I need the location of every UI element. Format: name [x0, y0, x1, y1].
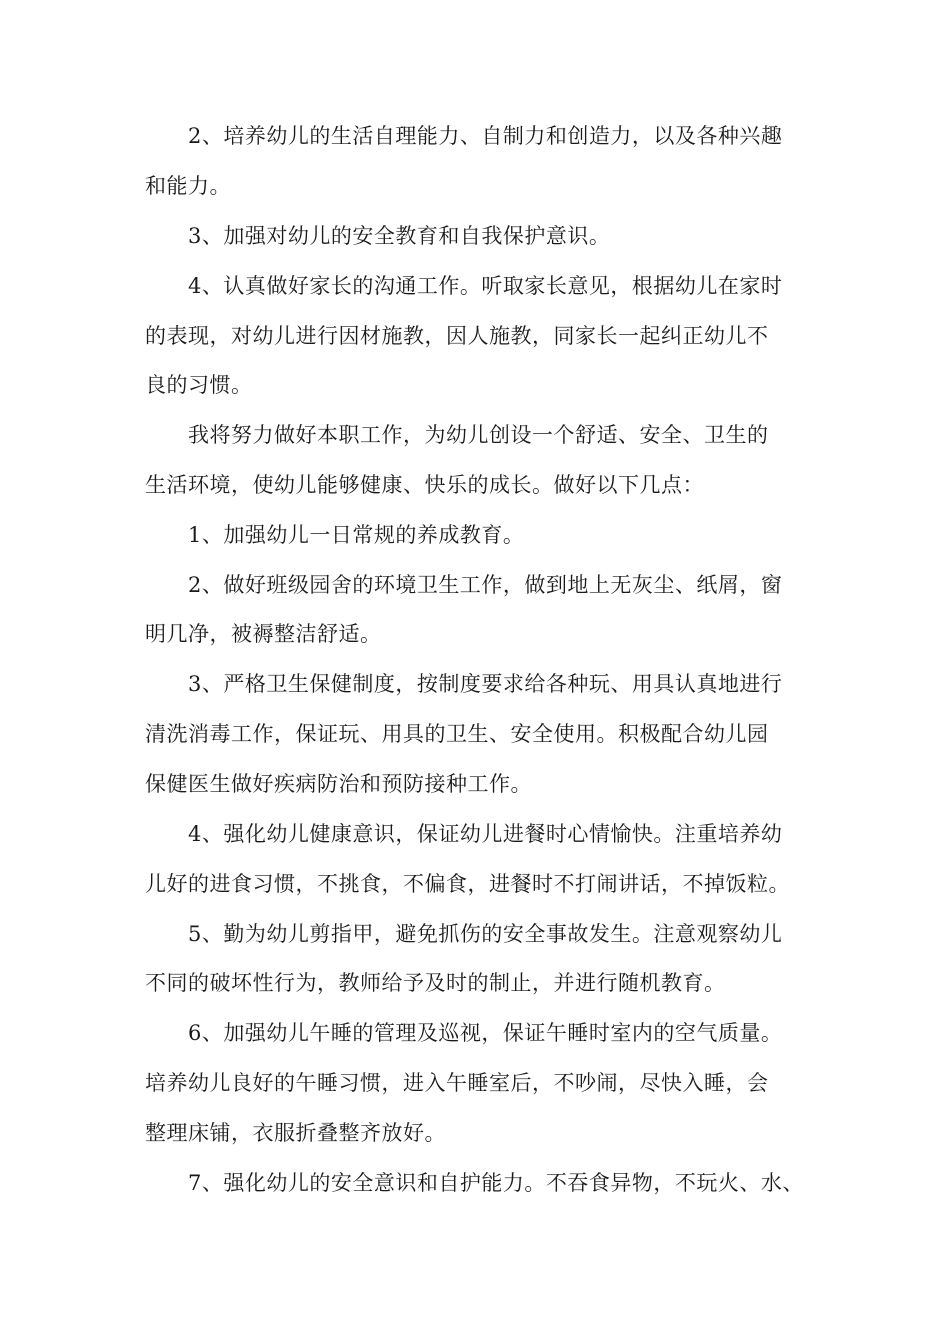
text-line: 明几净，被褥整洁舒适。 [145, 622, 382, 646]
text-line: 良的习惯。 [145, 373, 253, 397]
text-line: 生活环境，使幼儿能够健康、快乐的成长。做好以下几点： [145, 473, 704, 497]
text-line: 2、培养幼儿的生活自理能力、自制力和创造力，以及各种兴趣 [188, 124, 783, 148]
text-line: 清洗消毒工作，保证玩、用具的卫生、安全使用。积极配合幼儿园 [145, 722, 769, 746]
text-line: 我将努力做好本职工作，为幼儿创设一个舒适、安全、卫生的 [188, 423, 769, 447]
text-line: 1、加强幼儿一日常规的养成教育。 [188, 523, 525, 547]
text-line: 3、加强对幼儿的安全教育和自我保护意识。 [188, 224, 611, 248]
text-line: 4、认真做好家长的沟通工作。听取家长意见，根据幼儿在家时 [188, 274, 783, 298]
text-line: 5、勤为幼儿剪指甲，避免抓伤的安全事故发生。注意观察幼儿 [188, 922, 783, 946]
text-line: 6、加强幼儿午睡的管理及巡视，保证午睡时室内的空气质量。 [188, 1021, 783, 1045]
text-line: 2、做好班级园舍的环境卫生工作，做到地上无灰尘、纸屑，窗 [188, 573, 783, 597]
text-line: 儿好的进食习惯，不挑食，不偏食，进餐时不打闹讲话，不掉饭粒。 [145, 872, 790, 896]
text-line: 3、严格卫生保健制度，按制度要求给各种玩、用具认真地进行 [188, 672, 783, 696]
text-line: 培养幼儿良好的午睡习惯，进入午睡室后，不吵闹，尽快入睡，会 [145, 1071, 769, 1095]
text-line: 7、强化幼儿的安全意识和自护能力。不吞食异物，不玩火、水、 [188, 1171, 804, 1195]
text-line: 整理床铺，衣服折叠整齐放好。 [145, 1121, 446, 1145]
text-line: 不同的破坏性行为，教师给予及时的制止，并进行随机教育。 [145, 971, 726, 995]
text-line: 的表现，对幼儿进行因材施教，因人施教，同家长一起纠正幼儿不 [145, 324, 769, 348]
text-line: 保健医生做好疾病防治和预防接种工作。 [145, 772, 532, 796]
text-line: 4、强化幼儿健康意识，保证幼儿进餐时心情愉快。注重培养幼 [188, 822, 783, 846]
text-line: 和能力。 [145, 174, 231, 198]
